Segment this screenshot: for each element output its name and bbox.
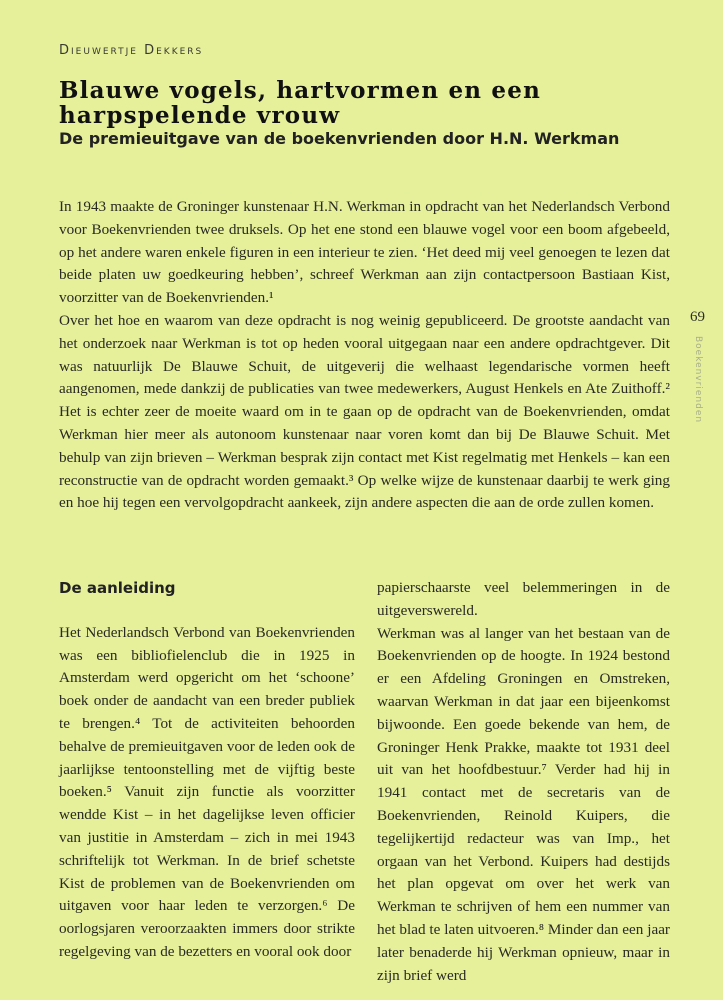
intro-paragraph-1: In 1943 maakte de Groninger kunstenaar H.N. Werkman in opdracht van het Nederlandsch Verbond voor Boekenvrienden twee druksels. Op het ene stond een blauwe vogel voor een boom afgebeeld, op het andere waren enkele figuren in een interieur te zien. ‘Het deed mij veel genoegen te lezen dat beide platen uw goedkeuring hebben’, schreef Werkman aan zijn contactpersoon Bastiaan Kist, voorzitter van de Boekenvrienden.¹ <box>59 198 670 307</box>
right-paragraph-1: papierschaarste veel belemmeringen in de uitgeverswereld. <box>377 579 670 619</box>
article-title: Blauwe vogels, hartvormen en een harpspelende vrouw <box>59 77 542 129</box>
intro-paragraph-2: Over het hoe en waarom van deze opdracht is nog weinig gepubliceerd. De grootste aandacht van het onderzoek naar Werkman is tot op heden vooral uitgegaan naar een andere opdrachtgever. Dit was natuurlijk De Blauwe Schuit, de uitgeverij die welhaast legendarische vormen heeft aangenomen, mede dankzij de publicaties van twee medewerkers, August Henkels en Ate Zuithoff.² Het is echter zeer de moeite waard om in te gaan op de opdracht van de Boekenvrienden, omdat Werkman hier meer als autonoom kunstenaar naar voren komt dan bij De Blauwe Schuit. Met behulp van zijn brieven – Werkman besprak zijn contact met Kist regelmatig met Henkels – kan een reconstructie van de opdracht worden gemaakt.³ Op welke wijze de kunstenaar daarbij te werk ging en hoe hij tegen een vervolgopdracht aankeek, zijn andere aspecten die aan de orde zullen komen. <box>59 311 670 512</box>
right-column <box>377 577 670 987</box>
section-heading: De aanleiding <box>59 579 176 597</box>
left-paragraph-1: Het Nederlandsch Verbond van Boekenvrienden was een bibliofielenclub die in 1925 in Amsterdam werd opgericht om het ‘schoone’ boek onder de aandacht van een breder publiek te brengen.⁴ Tot de activiteiten behoorden behalve de premieuitgaven voor de leden ook de jaarlijkse tentoonstelling met de vijftig beste boeken.⁵ Vanuit zijn functie als voorzitter wendde Kist – in het dagelijkse leven officier van justitie in Amsterdam – zich in mei 1943 schriftelijk tot Werkman. In de brief schetste Kist de problemen van de Boekenvrienden om uitgaven voor haar leden te verzorgen.⁶ De oorlogsjaren veroorzaakten immers door strikte regelgeving van de bezetters en vooral ook door <box>59 623 355 960</box>
margin-watermark: Boekenvrienden <box>693 336 703 424</box>
intro-text <box>59 196 670 515</box>
article-subtitle: De premieuitgave van de boekenvrienden door H.N. Werkman <box>59 129 620 148</box>
author-name: Dieuwertje Dekkers <box>59 43 204 58</box>
right-paragraph-2: Werkman was al langer van het bestaan van de Boekenvrienden op de hoogte. In 1924 bestond er een Afdeling Groningen en Omstreken, waarvan Werkman in dat jaar een bijeenkomst bijwoonde. Een goede bekende van hem, de Groninger Henk Prakke, maakte tot 1931 deel uit van het hoofdbestuur.⁷ Verder had hij in 1941 contact met de secretaris van de Boekenvrienden, Reinold Kuipers, die tegelijkertijd redacteur was van Imp., het orgaan van het Verbond. Kuipers had destijds het plan opgevat om over het werk van Werkman te schrijven of hem een nummer van het blad te laten uitvoeren.⁸ Minder dan een jaar later benaderde hij Werkman opnieuw, maar in zijn brief werd <box>377 624 670 984</box>
page-number: 69 <box>690 309 705 325</box>
left-column <box>59 577 355 964</box>
